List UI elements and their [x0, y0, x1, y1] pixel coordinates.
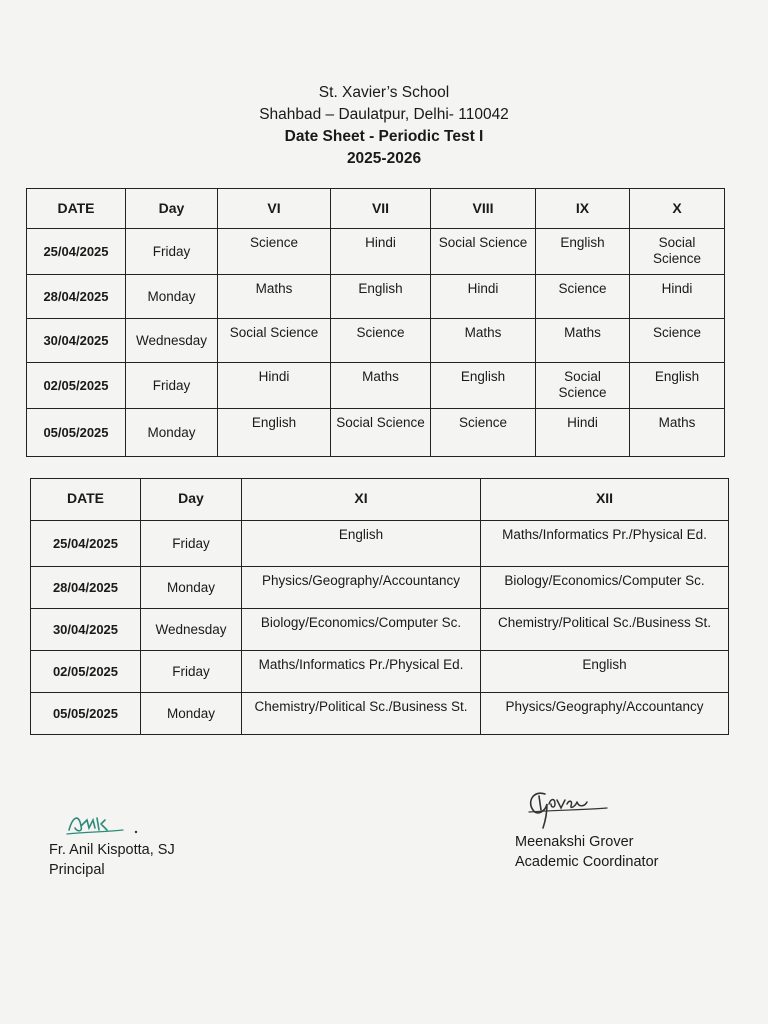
subject-cell: English — [431, 363, 536, 409]
date-sheet-table-senior-classes — [30, 478, 729, 735]
date-cell: 02/05/2025 — [31, 651, 141, 693]
column-header: XI — [242, 479, 481, 521]
column-header: VIII — [431, 189, 536, 229]
subject-cell: Social Science — [431, 229, 536, 275]
subject-cell: Hindi — [431, 275, 536, 319]
table-row — [27, 409, 725, 457]
subject-cell: English — [630, 363, 725, 409]
table-row — [31, 693, 729, 735]
date-cell: 30/04/2025 — [31, 609, 141, 651]
table-row — [27, 275, 725, 319]
subject-cell: Science — [630, 319, 725, 363]
subject-cell: Chemistry/Political Sc./Business St. — [481, 609, 729, 651]
date-cell: 05/05/2025 — [31, 693, 141, 735]
principal-signature — [49, 808, 139, 840]
subject-cell: Maths — [536, 319, 630, 363]
subject-cell: Social Science — [536, 363, 630, 409]
subject-cell: English — [218, 409, 331, 457]
table-row — [31, 567, 729, 609]
day-cell: Wednesday — [126, 319, 218, 363]
subject-cell: Science — [331, 319, 431, 363]
column-header: DATE — [31, 479, 141, 521]
day-cell: Friday — [126, 363, 218, 409]
document-title: Date Sheet - Periodic Test I — [284, 128, 484, 145]
subject-cell: Physics/Geography/Accountancy — [481, 693, 729, 735]
table-row — [27, 363, 725, 409]
column-header: DATE — [27, 189, 126, 229]
table-row — [27, 229, 725, 275]
column-header: X — [630, 189, 725, 229]
subject-cell: English — [481, 651, 729, 693]
date-sheet-table-middle-classes — [26, 188, 725, 457]
column-header: VI — [218, 189, 331, 229]
day-cell: Monday — [126, 275, 218, 319]
subject-cell: Chemistry/Political Sc./Business St. — [242, 693, 481, 735]
school-name: St. Xavier’s School — [318, 84, 450, 101]
column-header: XII — [481, 479, 729, 521]
date-cell: 30/04/2025 — [27, 319, 126, 363]
document-header — [0, 82, 768, 170]
day-cell: Monday — [141, 567, 242, 609]
subject-cell: Science — [431, 409, 536, 457]
table-row — [31, 521, 729, 567]
subject-cell: Science — [218, 229, 331, 275]
table-row — [31, 609, 729, 651]
day-cell: Monday — [126, 409, 218, 457]
subject-cell: Maths — [218, 275, 331, 319]
school-address: Shahbad – Daulatpur, Delhi- 110042 — [259, 106, 509, 123]
date-cell: 28/04/2025 — [27, 275, 126, 319]
table-row — [27, 319, 725, 363]
coordinator-signature-block — [515, 784, 658, 872]
subject-cell: English — [331, 275, 431, 319]
day-cell: Wednesday — [141, 609, 242, 651]
date-cell: 02/05/2025 — [27, 363, 126, 409]
subject-cell: Social Science — [218, 319, 331, 363]
day-cell: Friday — [141, 651, 242, 693]
coordinator-role: Academic Coordinator — [515, 854, 659, 870]
column-header: Day — [141, 479, 242, 521]
date-cell: 28/04/2025 — [31, 567, 141, 609]
principal-signature-block — [49, 808, 175, 880]
subject-cell: Maths — [331, 363, 431, 409]
subject-cell: Maths — [431, 319, 536, 363]
date-cell: 25/04/2025 — [31, 521, 141, 567]
table-header-row — [31, 479, 729, 521]
column-header: VII — [331, 189, 431, 229]
subject-cell: Hindi — [536, 409, 630, 457]
subject-cell: Hindi — [630, 275, 725, 319]
subject-cell: Social Science — [331, 409, 431, 457]
subject-cell: English — [536, 229, 630, 275]
subject-cell: Biology/Economics/Computer Sc. — [481, 567, 729, 609]
subject-cell: English — [242, 521, 481, 567]
subject-cell: Hindi — [331, 229, 431, 275]
subject-cell: Hindi — [218, 363, 331, 409]
subject-cell: Biology/Economics/Computer Sc. — [242, 609, 481, 651]
subject-cell: Maths — [630, 409, 725, 457]
academic-session: 2025-2026 — [346, 150, 422, 167]
subject-cell: Social Science — [630, 229, 725, 275]
day-cell: Friday — [141, 521, 242, 567]
coordinator-signature — [515, 784, 615, 832]
table-header-row — [27, 189, 725, 229]
subject-cell: Maths/Informatics Pr./Physical Ed. — [481, 521, 729, 567]
date-cell: 05/05/2025 — [27, 409, 126, 457]
subject-cell: Maths/Informatics Pr./Physical Ed. — [242, 651, 481, 693]
coordinator-name: Meenakshi Grover — [515, 834, 634, 850]
day-cell: Monday — [141, 693, 242, 735]
subject-cell: Science — [536, 275, 630, 319]
subject-cell: Physics/Geography/Accountancy — [242, 567, 481, 609]
day-cell: Friday — [126, 229, 218, 275]
date-cell: 25/04/2025 — [27, 229, 126, 275]
table-row — [31, 651, 729, 693]
principal-name: Fr. Anil Kispotta, SJ — [49, 842, 175, 858]
column-header: Day — [126, 189, 218, 229]
principal-role: Principal — [49, 862, 105, 878]
column-header: IX — [536, 189, 630, 229]
